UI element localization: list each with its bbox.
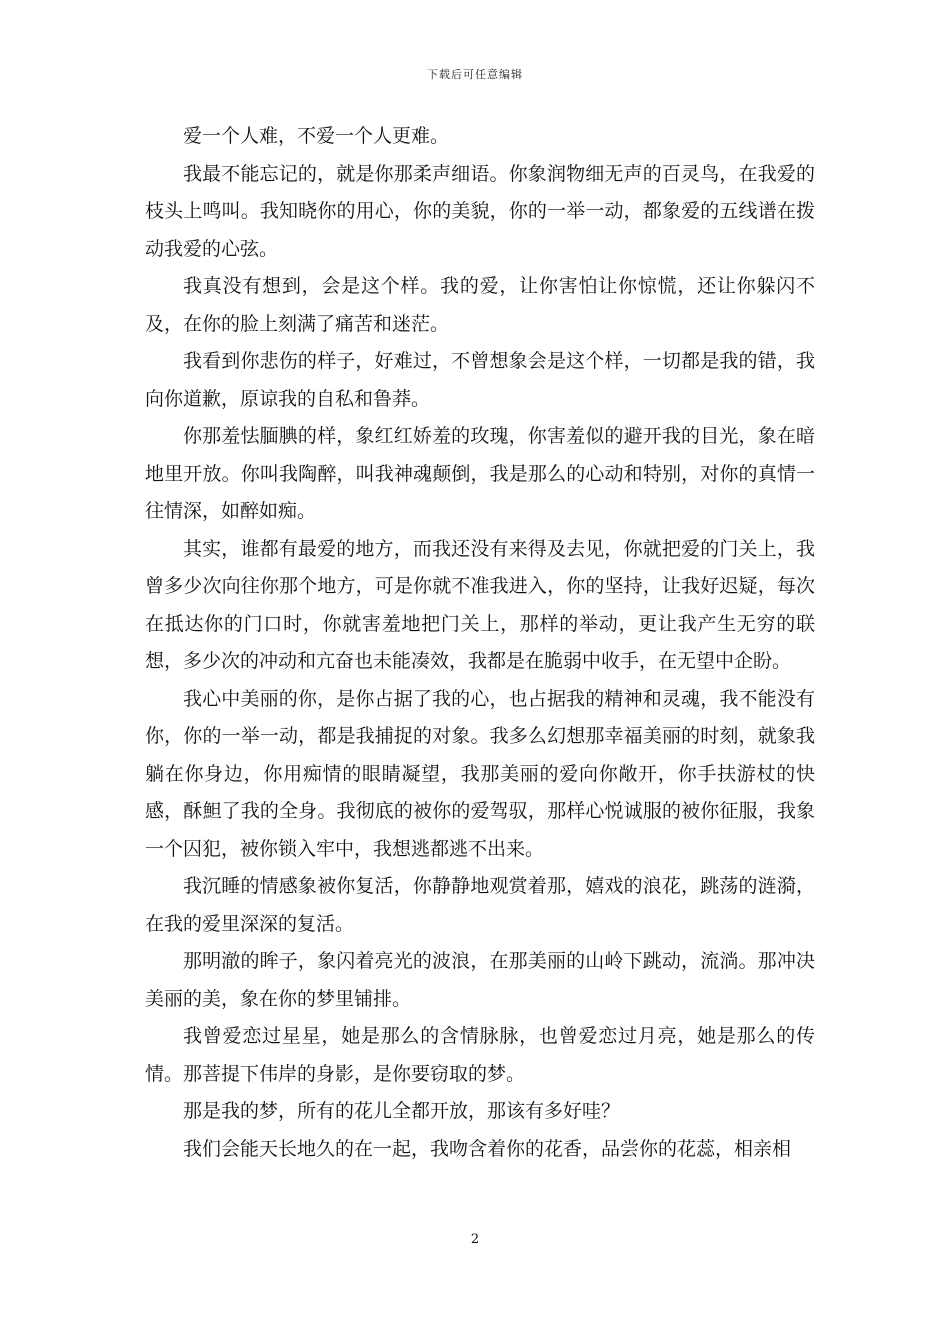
paragraph: 我看到你悲伤的样子，好难过，不曾想象会是这个样，一切都是我的错，我向你道歉，原谅我的自私和鲁莽。 [145,350,815,410]
paragraph: 我最不能忘记的，就是你那柔声细语。你象润物细无声的百灵鸟，在我爱的枝头上鸣叫。我知晓你的用心，你的美貌，你的一举一动，都象爱的五线谱在拨动我爱的心弦。 [145,162,815,260]
paragraph: 我沉睡的情感象被你复活，你静静地观赏着那，嬉戏的浪花，跳荡的涟漪，在我的爱里深深的复活。 [145,875,815,935]
paragraph: 其实，谁都有最爱的地方，而我还没有来得及去见，你就把爱的门关上，我曾多少次向往你那个地方，可是你就不准我进入，你的坚持，让我好迟疑，每次在抵达你的门口时，你就害羞地把门关上，那样的举动，更让我产生无穷的联想，多少次的冲动和亢奋也未能凑效，我都是在脆弱中收手，在无望中企盼。 [145,537,815,672]
paragraph: 你那羞怯腼腆的样，象红红娇羞的玫瑰，你害羞似的避开我的目光，象在暗地里开放。你叫我陶醉，叫我神魂颠倒，我是那么的心动和特别，对你的真情一往情深，如醉如痴。 [145,425,815,522]
paragraph: 我真没有想到，会是这个样。我的爱，让你害怕让你惊慌，还让你躲闪不及，在你的脸上刻满了痛苦和迷茫。 [145,275,815,335]
paragraph: 爱一个人难，不爱一个人更难。 [183,125,450,147]
header-note: 下载后可任意编辑 [427,68,523,81]
paragraph: 那明澈的眸子，象闪着亮光的波浪，在那美丽的山岭下跳动，流淌。那冲决美丽的美，象在你的梦里铺排。 [145,950,815,1010]
body-text [145,118,815,1168]
paragraph: 我心中美丽的你，是你占据了我的心，也占据我的精神和灵魂，我不能没有你，你的一举一动，都是我捕捉的对象。我多么幻想那幸福美丽的时刻，就象我躺在你身边，你用痴情的眼睛凝望，我那美丽的爱向你敞开，你手扶游杖的快感，酥䱇了我的全身。我彻底的被你的爱驾驭，那样心悦诚服的被你征服，我象一个囚犯，被你锁入牢中，我想逃都逃不出来。 [145,687,815,860]
paragraph: 那是我的梦，所有的花儿全都开放，那该有多好哇？ [183,1100,621,1122]
paragraph: 我们会能天长地久的在一起，我吻含着你的花香，品尝你的花蕊，相亲相 [183,1137,792,1160]
paragraph: 我曾爱恋过星星，她是那么的含情脉脉，也曾爱恋过月亮，她是那么的传情。那菩提下伟岸的身影，是你要窃取的梦。 [145,1025,815,1085]
page-number: 2 [470,1232,480,1247]
